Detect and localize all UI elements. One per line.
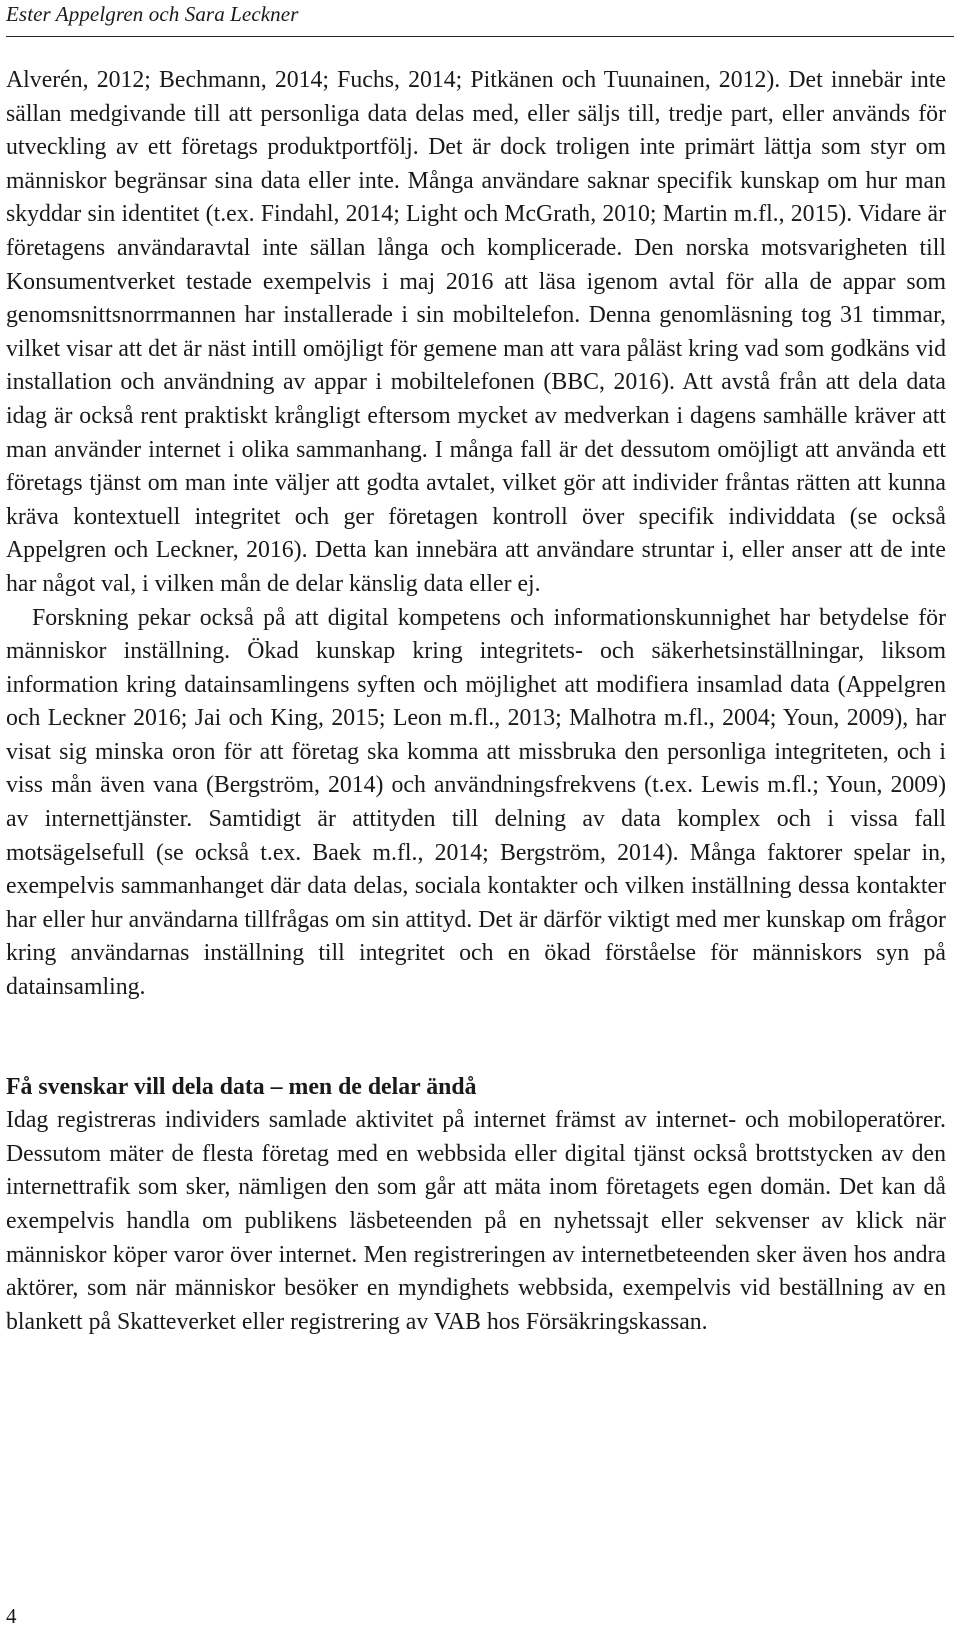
body-text <box>6 64 946 1339</box>
paragraph-2: Forskning pekar också på att digital kompetens och informationskunnighet har betydelse för människor inställning. Ökad kunskap kring integritets- och säkerhetsinställningar, liksom information kring datainsamlingens syften och möjlighet att modifiera insamlad data (Appelgren och Leckner 2016; Jai och King, 2015; Leon m.fl., 2013; Malhotra m.fl., 2004; Youn, 2009), har visat sig minska oron för att företag ska komma att missbruka den personliga integriteten, och i viss mån även vana (Bergström, 2014) och användningsfrekvens (t.ex. Lewis m.fl.; Youn, 2009) av internettjänster. Samtidigt är attityden till delning av data komplex och i vissa fall motsägelsefull (se också t.ex. Baek m.fl., 2014; Bergström, 2014). Många faktorer spelar in, exempelvis sammanhanget där data delas, sociala kontakter och vilken inställning dessa kontakter har eller hur användarna tillfrågas om sin attityd. Det är därför viktigt med mer kunskap om frågor kring användarnas inställning till integritet och en ökad förståelse för människors syn på datainsamling. <box>6 604 946 1001</box>
running-head: Ester Appelgren och Sara Leckner <box>6 2 299 26</box>
page-number: 4 <box>6 1604 17 1628</box>
section-heading: Få svenskar vill dela data – men de delar ändå <box>6 1073 477 1100</box>
header-rule <box>6 36 954 37</box>
section-paragraph: Idag registreras individers samlade aktivitet på internet främst av internet- och mobiloperatörer. Dessutom mäter de flesta företag med en webbsida eller digital tjänst också brottstycken av den internettrafik som sker, nämligen den som går att mäta inom företagets egen domän. Det kan då exempelvis handla om publikens läsbeteenden på en nyhetssajt eller sekvenser av klick när människor köper varor över internet. Men registreringen av internetbeteenden sker även hos andra aktörer, som när människor besöker en myndighets webbsida, exempelvis vid beställning av en blankett på Skatteverket eller registrering av VAB hos Försäkringskassan. <box>6 1107 946 1335</box>
paragraph-1: Alverén, 2012; Bechmann, 2014; Fuchs, 2014; Pitkänen och Tuunainen, 2012). Det innebär inte sällan medgivande till att personliga data delas med, eller säljs till, tredje part, eller används för utveckling av ett företags produktportfölj. Det är dock troligen inte primärt lättja som styr om människor begränsar sina data eller inte. Många användare saknar specifik kunskap om hur man skyddar sin identitet (t.ex. Findahl, 2014; Light och McGrath, 2010; Martin m.fl., 2015). Vidare är företagens användaravtal inte sällan långa och komplicerade. Den norska motsvarigheten till Konsumentverket testade exempelvis i maj 2016 att läsa igenom avtal för alla de appar som genomsnittsnorrmannen har installerade i sin mobiltelefon. Denna genomläsning tog 31 timmar, vilket visar att det är näst intill omöjligt för gemene man att vara påläst kring vad som godkäns vid installation och användning av appar i mobiltelefonen (BBC, 2016). Att avstå från att dela data idag är också rent praktiskt krångligt eftersom mycket av medverkan i dagens samhälle kräver att man använder internet i olika sammanhang. I många fall är det dessutom omöjligt att använda ett företags tjänst om man inte väljer att godta avtalet, vilket gör att individer fråntas rätten att kunna kräva kontextuell integritet och ger företagen kontroll över specifik individdata (se också Appelgren och Leckner, 2016). Detta kan innebära att användare struntar i, eller anser att de inte har något val, i vilken mån de delar känslig data eller ej. <box>6 67 946 597</box>
